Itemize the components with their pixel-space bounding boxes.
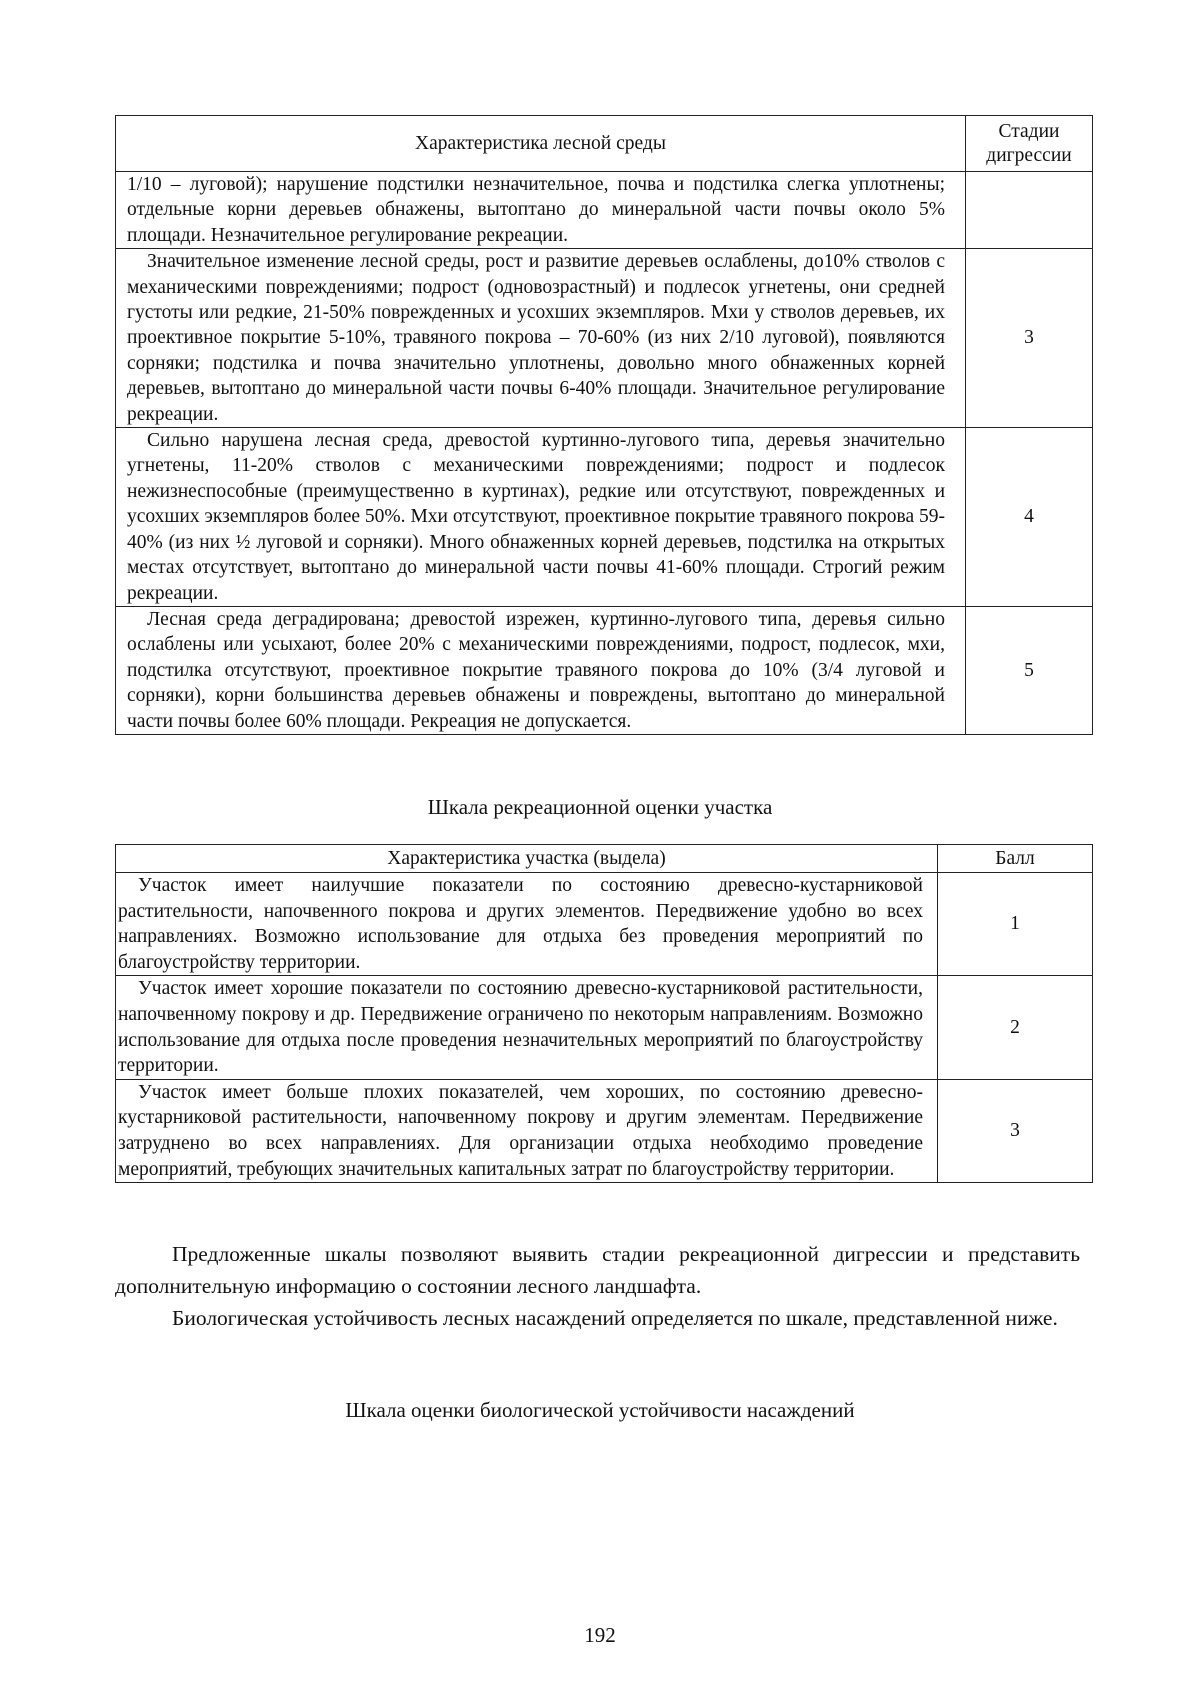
row-description: Участок имеет наилучшие показатели по состоянию древесно-кустарниковой растительности, напочвенного покрова и других элементов. Передвижение удобно во всех направлениях. Возможно использование для отдыха без проведения мероприятий по благоустройству территории. (116, 873, 938, 976)
body-paragraph: Биологическая устойчивость лесных насаждений определяется по шкале, представленной ниже. (172, 1306, 1058, 1330)
table-row (116, 606, 1093, 734)
column-header-characteristic: Характеристика участка (выдела) (116, 845, 938, 873)
column-header-score: Балл (938, 845, 1093, 873)
row-description: Сильно нарушена лесная среда, древостой куртинно-лугового типа, деревья значительно угнетены, 11-20% стволов с механическими повреждениями; подрост и подлесок нежизнеспособные (преимущественно в куртинах), редкие или отсутствуют, поврежденных и усохших экземпляров более 50%. Мхи отсутствуют, проективное покрытие травяного покрова 59-40% (из них ½ луговой и сорняки). Много обнаженных корней деревьев, подстилка на открытых местах отсутствует, вытоптано до минеральной части почвы 41-60% площади. Строгий режим рекреации. (116, 428, 966, 607)
table-row (116, 976, 1093, 1079)
row-description: 1/10 – луговой); нарушение подстилки незначительное, почва и подстилка слегка уплотнены; отдельные корни деревьев обнажены, вытоптано до минеральной части почвы около 5% площади. Незначительное регулирование рекреации. (116, 172, 966, 249)
row-stage: 3 (966, 249, 1093, 428)
stage-header-line1: Стадии (998, 120, 1060, 142)
column-header-characteristic: Характеристика лесной среды (116, 116, 966, 172)
table-row (116, 172, 1093, 249)
row-stage (966, 172, 1093, 249)
forest-environment-table (115, 115, 1093, 735)
recreation-score-table (115, 844, 1093, 1183)
row-score: 1 (938, 873, 1093, 976)
row-stage: 5 (966, 606, 1093, 734)
column-header-stage (966, 116, 1093, 172)
table-row (116, 249, 1093, 428)
table-row (116, 428, 1093, 607)
row-description: Участок имеет больше плохих показателей, чем хороших, по состоянию древесно-кустарниковой растительности, напочвенному покрову и другим элементам. Передвижение затруднено во всех направлениях. Для организации отдыха необходимо проведение мероприятий, требующих значительных капитальных затрат по благоустройству территории. (116, 1079, 938, 1182)
bio-stability-scale-title: Шкала оценки биологической устойчивости насаждений (345, 1398, 855, 1422)
row-description: Лесная среда деградирована; древостой изрежен, куртинно-лугового типа, деревья сильно ослаблены или усыхают, более 20% с механическими повреждениями, подрост, подлесок, мхи, подстилка отсутствуют, проективное покрытие травяного покрова до 10% (3/4 луговой и сорняки), корни большинства деревьев обнажены и повреждены, вытоптано до минеральной части почвы более 60% площади. Рекреация не допускается. (116, 606, 966, 734)
table-row (116, 873, 1093, 976)
stage-header-line2: дигрессии (986, 144, 1072, 166)
table-header-row (116, 116, 1093, 172)
row-score: 2 (938, 976, 1093, 1079)
page-number: 192 (584, 1623, 616, 1647)
recreation-scale-title: Шкала рекреационной оценки участка (427, 795, 773, 819)
row-score: 3 (938, 1079, 1093, 1182)
table-row (116, 1079, 1093, 1182)
body-paragraph: Предложенные шкалы позволяют выявить стадии рекреационной дигрессии и представить дополнительную информацию о состоянии лесного ландшафта. (115, 1242, 1080, 1298)
row-stage: 4 (966, 428, 1093, 607)
row-description: Значительное изменение лесной среды, рост и развитие деревьев ослаблены, до10% стволов с механическими повреждениями; подрост (одновозрастный) и подлесок угнетены, они средней густоты или редкие, 21-50% поврежденных и усохших экземпляров. Мхи у стволов деревьев, их проективное покрытие 5-10%, травяного покрова – 70-60% (из них 2/10 луговой), появляются сорняки; подстилка и почва значительно уплотнены, довольно много обнаженных корней деревьев, вытоптано до минеральной части почвы 6-40% площади. Значительное регулирование рекреации. (116, 249, 966, 428)
row-description: Участок имеет хорошие показатели по состоянию древесно-кустарниковой растительности, напочвенному покрову и др. Передвижение ограничено по некоторым направлениям. Возможно использование для отдыха после проведения незначительных мероприятий по благоустройству территории. (116, 976, 938, 1079)
table-header-row (116, 845, 1093, 873)
